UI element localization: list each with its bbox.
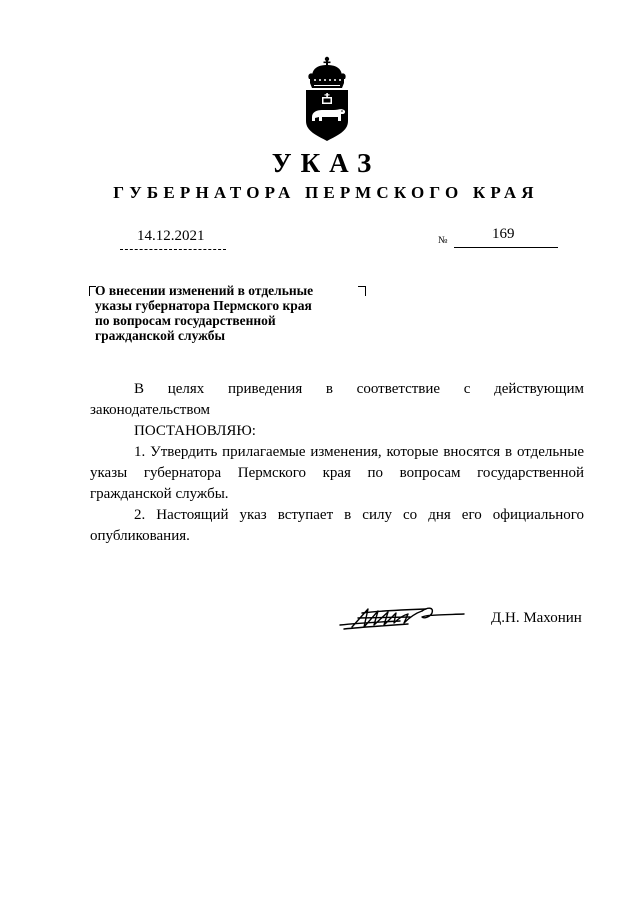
decree-number: 169 bbox=[492, 226, 515, 242]
decree-subject bbox=[95, 283, 365, 343]
subject-line: О внесении изменений в отдельные bbox=[95, 283, 314, 298]
signer-name: Д.Н. Махонин bbox=[491, 610, 582, 626]
point-1-paragraph: 1. Утвердить прилагаемые изменения, которые вносятся в отдельные указы губернатора Пермского края по вопросам государственной гражданской службы. bbox=[90, 444, 584, 502]
document-title: УКАЗ bbox=[271, 148, 381, 178]
number-sign: № bbox=[438, 235, 448, 246]
subject-line: гражданской службы bbox=[95, 328, 226, 343]
subject-line: по вопросам государственной bbox=[95, 313, 276, 328]
date-underline bbox=[120, 249, 226, 250]
number-underline bbox=[454, 247, 558, 248]
decree-keyword: ПОСТАНОВЛЯЮ: bbox=[134, 423, 256, 439]
signature-image bbox=[338, 603, 466, 633]
coat-of-arms-icon bbox=[298, 55, 356, 145]
issuer-title: ГУБЕРНАТОРА ПЕРМСКОГО КРАЯ bbox=[113, 183, 539, 202]
date-field bbox=[120, 228, 228, 252]
subject-line: указы губернатора Пермского края bbox=[95, 298, 312, 313]
preamble-paragraph: В целях приведения в соответствие с действующим законодательством bbox=[90, 381, 584, 418]
point-2-paragraph: 2. Настоящий указ вступает в силу со дня его официального опубликования. bbox=[90, 507, 584, 544]
number-field bbox=[454, 226, 560, 250]
decree-date: 14.12.2021 bbox=[137, 228, 205, 244]
decree-body bbox=[90, 379, 584, 547]
